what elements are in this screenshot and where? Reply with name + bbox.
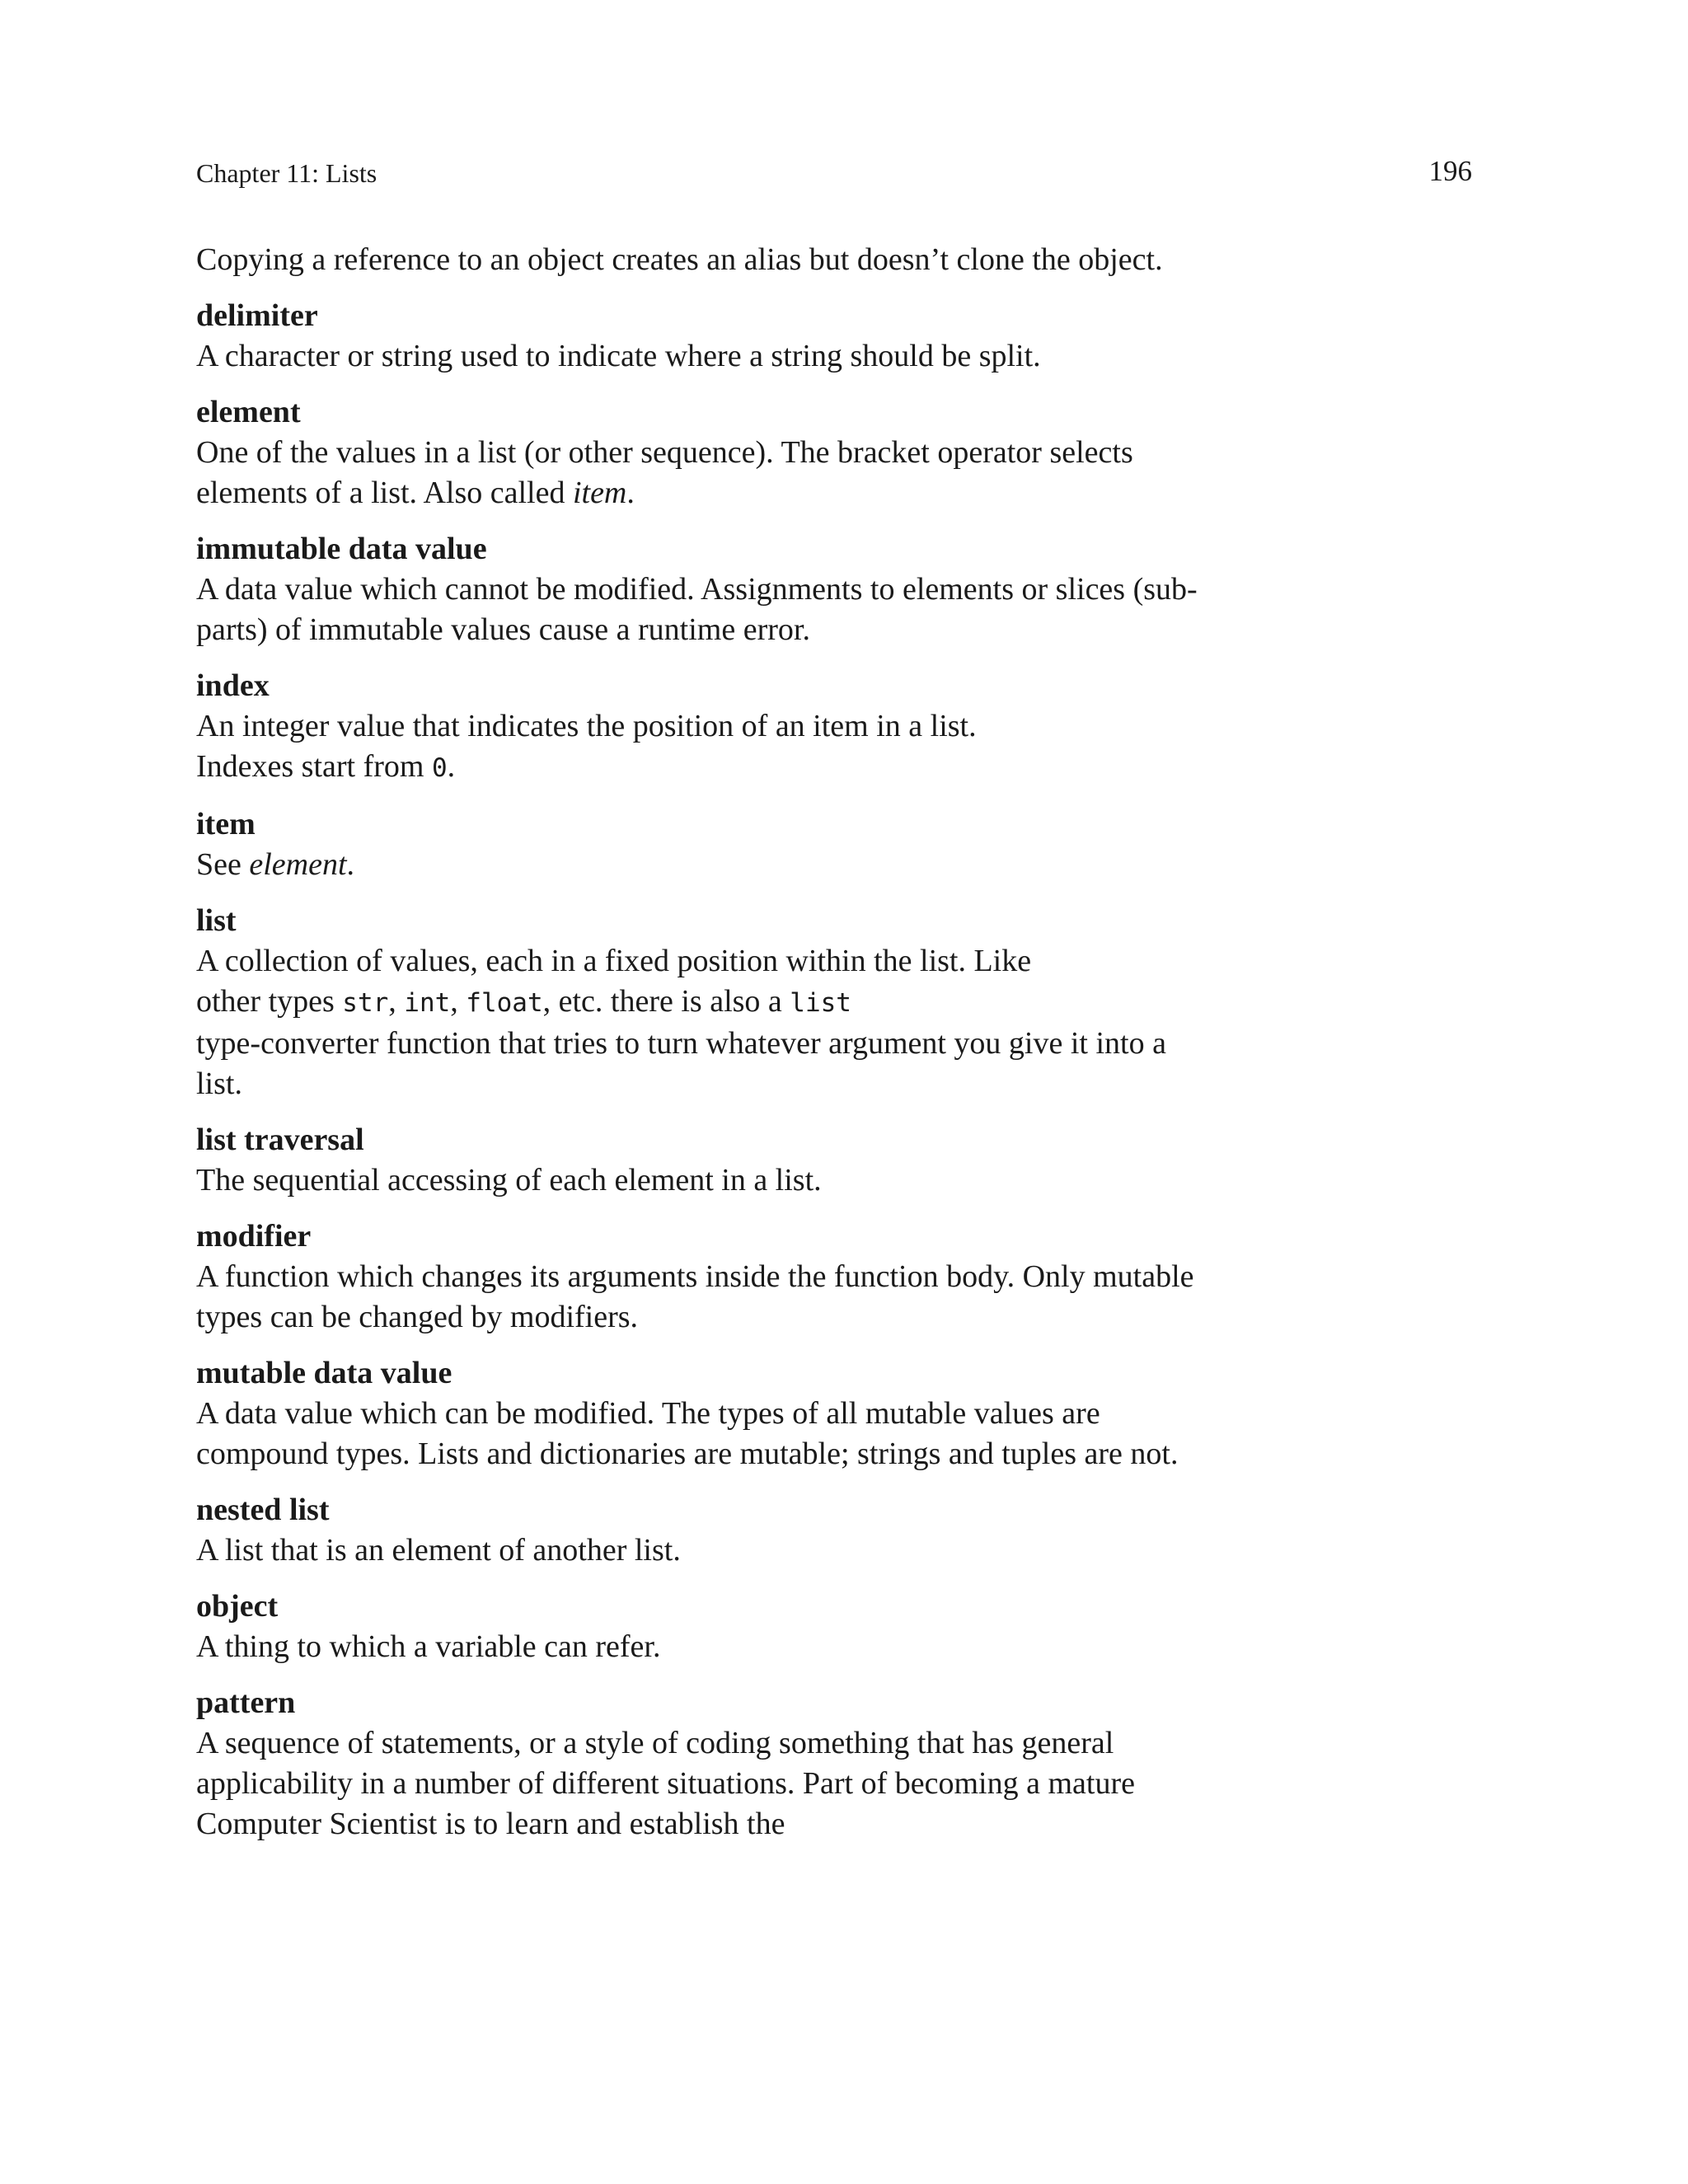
glossary-entry-pattern: [196, 1683, 1210, 1844]
definition-text: type-converter function that tries to turn whatever argument you give it into a list.: [196, 1026, 1166, 1101]
glossary-definition: [196, 433, 1210, 513]
definition-text: One of the values in a list (or other sequence). The bracket operator selects elements of a list. Also called: [196, 435, 1133, 510]
definition-text: other types: [196, 984, 343, 1019]
glossary-entry-list: [196, 901, 1210, 1104]
glossary-definition: [196, 706, 1210, 789]
cross-reference: element: [249, 847, 347, 882]
definition-text: See: [196, 847, 250, 882]
page-number: 196: [1428, 155, 1472, 187]
glossary-entry-item: [196, 804, 1210, 885]
glossary-entry-index: [196, 666, 1210, 789]
glossary-entry-list-traversal: [196, 1120, 1210, 1201]
glossary-definition: A list that is an element of another list.: [196, 1533, 681, 1568]
glossary-definition: [196, 845, 1210, 885]
inline-code: str: [342, 988, 389, 1018]
glossary-term: mutable data value: [196, 1356, 452, 1390]
definition-text: .: [626, 476, 635, 510]
inline-code: float: [466, 988, 543, 1018]
glossary-term: object: [196, 1589, 279, 1624]
definition-text: ,: [450, 984, 467, 1019]
glossary-entry-mutable-data-value: [196, 1353, 1210, 1474]
glossary-term: element: [196, 395, 301, 429]
inline-code: 0: [431, 753, 448, 783]
cross-reference: item: [572, 476, 627, 510]
glossary-term: item: [196, 807, 256, 841]
inline-code: int: [404, 988, 451, 1018]
inline-code: list: [790, 988, 851, 1018]
glossary-entry-immutable-data-value: [196, 529, 1210, 650]
glossary-entry-modifier: [196, 1216, 1210, 1338]
definition-text: .: [346, 847, 355, 882]
glossary-term: nested list: [196, 1493, 330, 1527]
glossary-term: list: [196, 903, 237, 938]
glossary-definition: A data value which can be modified. The types of all mutable values are compound types. Lists and dictionaries are mutable; strings and tuples are not.: [196, 1396, 1179, 1471]
glossary-definition: [196, 941, 1210, 1104]
glossary-entry-delimiter: [196, 296, 1210, 377]
page-body: [196, 240, 1210, 1844]
running-header: [196, 155, 1472, 188]
glossary-definition: A character or string used to indicate where a string should be split.: [196, 339, 1041, 373]
chapter-title: Chapter 11: Lists: [196, 158, 377, 188]
intro-paragraph: Copying a reference to an object creates an alias but doesn’t clone the object.: [196, 242, 1163, 277]
definition-text: .: [447, 749, 456, 784]
glossary-definition: A thing to which a variable can refer.: [196, 1629, 661, 1664]
definition-text: Indexes start from: [196, 749, 432, 784]
glossary-entry-nested-list: [196, 1490, 1210, 1571]
glossary-definition: A data value which cannot be modified. Assignments to elements or slices (sub-parts) of immutable values cause a runtime error.: [196, 572, 1198, 647]
definition-text: , etc. there is also a: [542, 984, 790, 1019]
glossary-entry-object: [196, 1586, 1210, 1667]
glossary-definition: A function which changes its arguments inside the function body. Only mutable types can be changed by modifiers.: [196, 1259, 1194, 1334]
glossary-term: modifier: [196, 1219, 312, 1254]
definition-text: ,: [388, 984, 405, 1019]
glossary-definition: The sequential accessing of each element in a list.: [196, 1163, 822, 1197]
glossary-definition: A sequence of statements, or a style of coding something that has general applicability in a number of different situations. Part of becoming a mature Computer Scientist is to learn and establish the: [196, 1726, 1135, 1841]
definition-text: An integer value that indicates the position of an item in a list.: [196, 709, 977, 743]
glossary-term: immutable data value: [196, 532, 487, 566]
glossary-entry-element: [196, 392, 1210, 513]
glossary-term: list traversal: [196, 1122, 364, 1157]
definition-text: A collection of values, each in a fixed position within the list. Like: [196, 944, 1032, 978]
glossary-term: pattern: [196, 1685, 296, 1720]
glossary-term: delimiter: [196, 298, 318, 333]
glossary-term: index: [196, 668, 270, 703]
